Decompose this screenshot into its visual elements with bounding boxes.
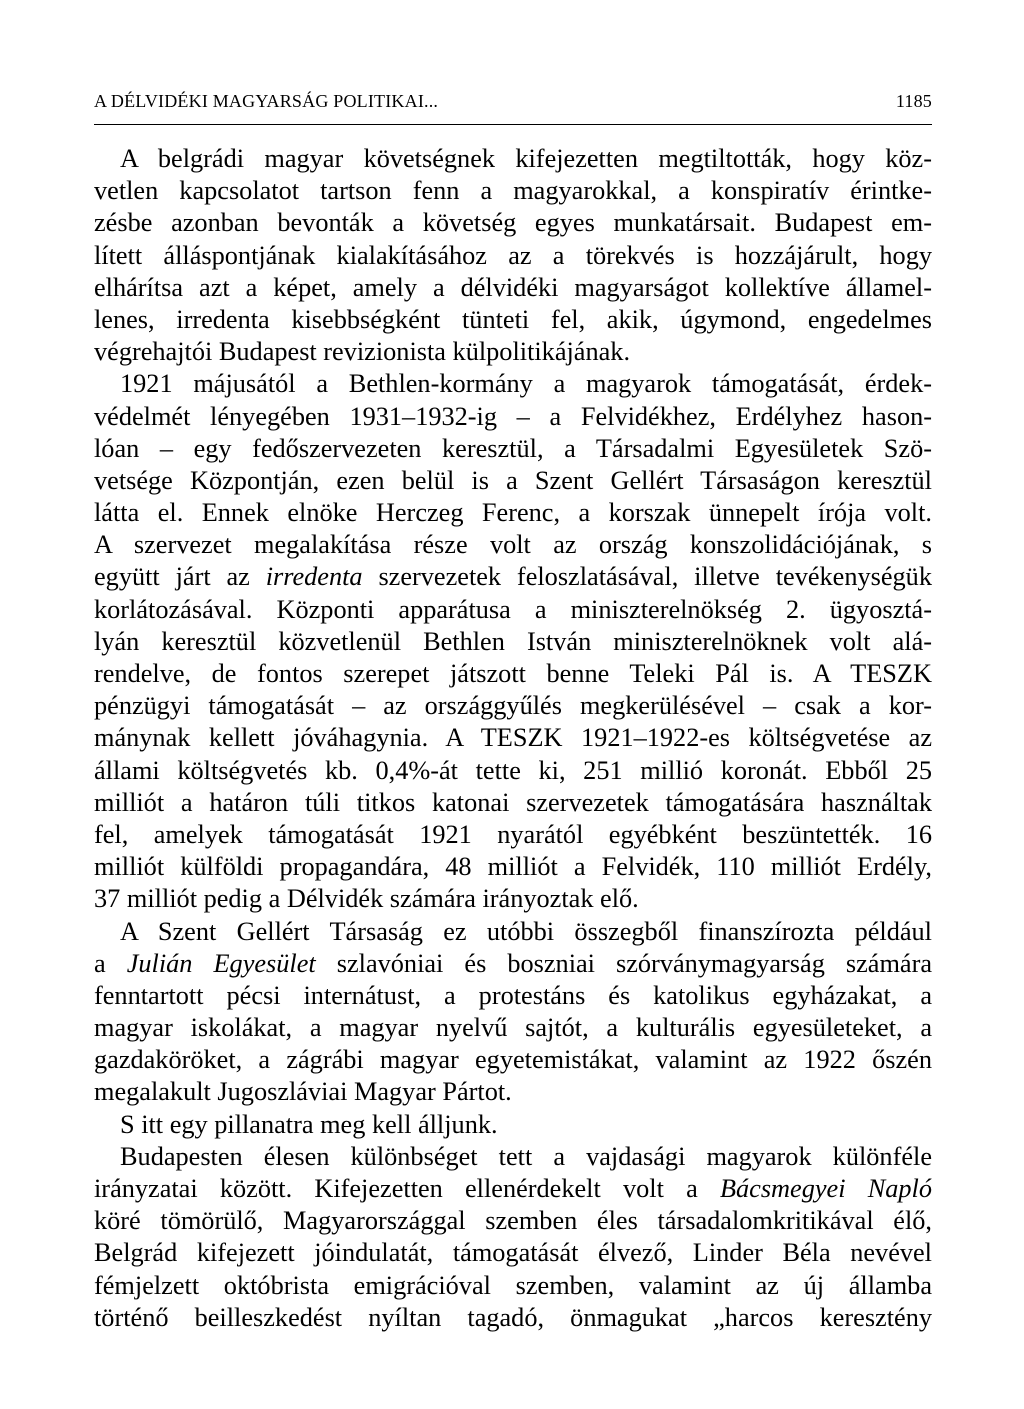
text-line [94, 272, 932, 304]
text-line [94, 561, 932, 593]
text-line [94, 1076, 932, 1108]
text-segment: vetsége Központján, ezen belül is a Szent Gellért Társaságon keresztül [94, 465, 932, 495]
text-line [94, 175, 932, 207]
text-line [94, 916, 932, 948]
text-segment: 37 milliót pedig a Délvidék számára irányoztak elő. [94, 884, 639, 914]
text-line [94, 658, 932, 690]
text-line [94, 401, 932, 433]
text-line [94, 1302, 932, 1334]
text-line [94, 1012, 932, 1044]
text-segment: lenes, irredenta kisebbségként tünteti fel, akik, úgymond, engedelmes [94, 304, 932, 334]
text-segment: Belgrád kifejezett jóindulatát, támogatását élvező, Linder Béla nevével [94, 1238, 932, 1268]
text-line [94, 529, 932, 561]
text-line [94, 594, 932, 626]
text-line [94, 207, 932, 239]
text-segment: S itt egy pillanatra meg kell álljunk. [120, 1109, 498, 1139]
text-segment: fel, amelyek támogatását 1921 nyarától egyébként beszüntették. 16 [94, 819, 932, 849]
italic-text: Julián Egyesület [126, 948, 316, 978]
text-segment: szlavóniai és boszniai szórványmagyarság számára [315, 948, 933, 978]
text-segment: lyán keresztül közvetlenül Bethlen István miniszterelnöknek volt alá- [94, 626, 932, 656]
text-line [94, 883, 932, 915]
body-text [94, 143, 932, 1334]
text-line [94, 980, 932, 1012]
text-line [94, 143, 932, 175]
text-segment: vetlen kapcsolatot tartson fenn a magyarokkal, a konspiratív érintke- [94, 176, 932, 206]
text-line [94, 433, 932, 465]
text-line [94, 819, 932, 851]
text-segment: megalakult Jugoszláviai Magyar Pártot. [94, 1077, 512, 1107]
text-segment: korlátozásával. Központi apparátusa a miniszterelnökség 2. ügyosztá- [94, 594, 932, 624]
text-segment: látta el. Ennek elnöke Herczeg Ferenc, a korszak ünnepelt írója volt. [94, 498, 932, 528]
text-segment: fémjelzett októbrista emigrációval szemben, valamint az új államba [94, 1270, 932, 1300]
text-line [94, 1044, 932, 1076]
text-line [94, 1237, 932, 1269]
text-segment: együtt járt az [94, 562, 266, 592]
text-segment: zésbe azonban bevonták a követség egyes munkatársait. Budapest em- [94, 208, 932, 238]
text-segment: végrehajtói Budapest revizionista külpolitikájának. [94, 337, 631, 367]
text-segment: irányzatai között. Kifejezetten ellenérdekelt volt a [94, 1174, 720, 1203]
text-line [94, 304, 932, 336]
text-line [94, 722, 932, 754]
text-line [94, 787, 932, 819]
text-segment: milliót külföldi propagandára, 48 milliót a Felvidék, 110 milliót Erdély, [94, 852, 932, 882]
text-line [94, 1109, 932, 1141]
page-number: 1185 [895, 91, 932, 111]
text-segment: A Szent Gellért Társaság ez utóbbi összegből finanszírozta például [120, 916, 932, 946]
text-segment: elhárítsa azt a képet, amely a délvidéki magyarságot kollektíve államel- [94, 272, 932, 302]
text-segment: gazdaköröket, a zágrábi magyar egyetemistákat, valamint az 1922 őszén [94, 1045, 932, 1075]
text-segment: rendelve, de fontos szerepet játszott benne Teleki Pál is. A TESZK [94, 659, 932, 688]
text-segment: magyar iskolákat, a magyar nyelvű sajtót, a kulturális egyesületeket, a [94, 1013, 932, 1043]
text-line [94, 1270, 932, 1302]
text-segment: történő beilleszkedést nyíltan tagadó, önmagukat „harcos keresztény [94, 1302, 932, 1332]
text-line [94, 1173, 932, 1205]
text-segment: mánynak kellett jóváhagynia. A TESZK 1921–1922-es költségvetése az [94, 723, 932, 753]
running-title: A DÉLVIDÉKI MAGYARSÁG POLITIKAI... [94, 91, 439, 111]
header-rule [94, 124, 932, 125]
text-segment: köré tömörülő, Magyarországgal szemben éles társadalomkritikával élő, [94, 1206, 932, 1236]
text-line [94, 851, 932, 883]
text-line [94, 948, 932, 980]
running-header [94, 91, 932, 117]
text-line [94, 1205, 932, 1237]
text-segment: a [94, 948, 127, 978]
text-line [94, 690, 932, 722]
text-segment: állami költségvetés kb. 0,4%-át tette ki, 251 millió koronát. Ebből 25 [94, 755, 932, 785]
text-segment: pénzügyi támogatását – az országgyűlés megkerülésével – csak a kor- [94, 691, 932, 721]
text-segment: lített álláspontjának kialakításához az a törekvés is hozzájárult, hogy [94, 240, 932, 270]
italic-text: irredenta [265, 562, 363, 592]
text-segment: lóan – egy fedőszervezeten keresztül, a Társadalmi Egyesületek Szö- [94, 433, 932, 463]
text-segment: milliót a határon túli titkos katonai szervezetek támogatására használtak [94, 787, 932, 817]
text-segment: 1921 májusától a Bethlen-kormány a magyarok támogatását, érdek- [120, 369, 932, 399]
text-segment: szervezetek feloszlatásával, illetve tevékenységük [362, 562, 932, 592]
text-segment: fenntartott pécsi internátust, a protestáns és katolikus egyházakat, a [94, 980, 932, 1010]
text-line [94, 626, 932, 658]
text-line [94, 336, 932, 368]
text-line [94, 240, 932, 272]
text-line [94, 497, 932, 529]
text-line [94, 368, 932, 400]
text-segment: A szervezet megalakítása része volt az ország konszolidációjának, s [94, 530, 932, 560]
text-segment: A belgrádi magyar követségnek kifejezetten megtiltották, hogy köz- [120, 144, 932, 173]
text-line [94, 1141, 932, 1173]
text-segment: Budapesten élesen különbséget tett a vajdasági magyarok különféle [120, 1141, 932, 1171]
text-line [94, 755, 932, 787]
italic-text: Bácsmegyei Napló [719, 1174, 932, 1203]
text-line [94, 465, 932, 497]
text-segment: védelmét lényegében 1931–1932-ig – a Felvidékhez, Erdélyhez hason- [94, 401, 932, 431]
